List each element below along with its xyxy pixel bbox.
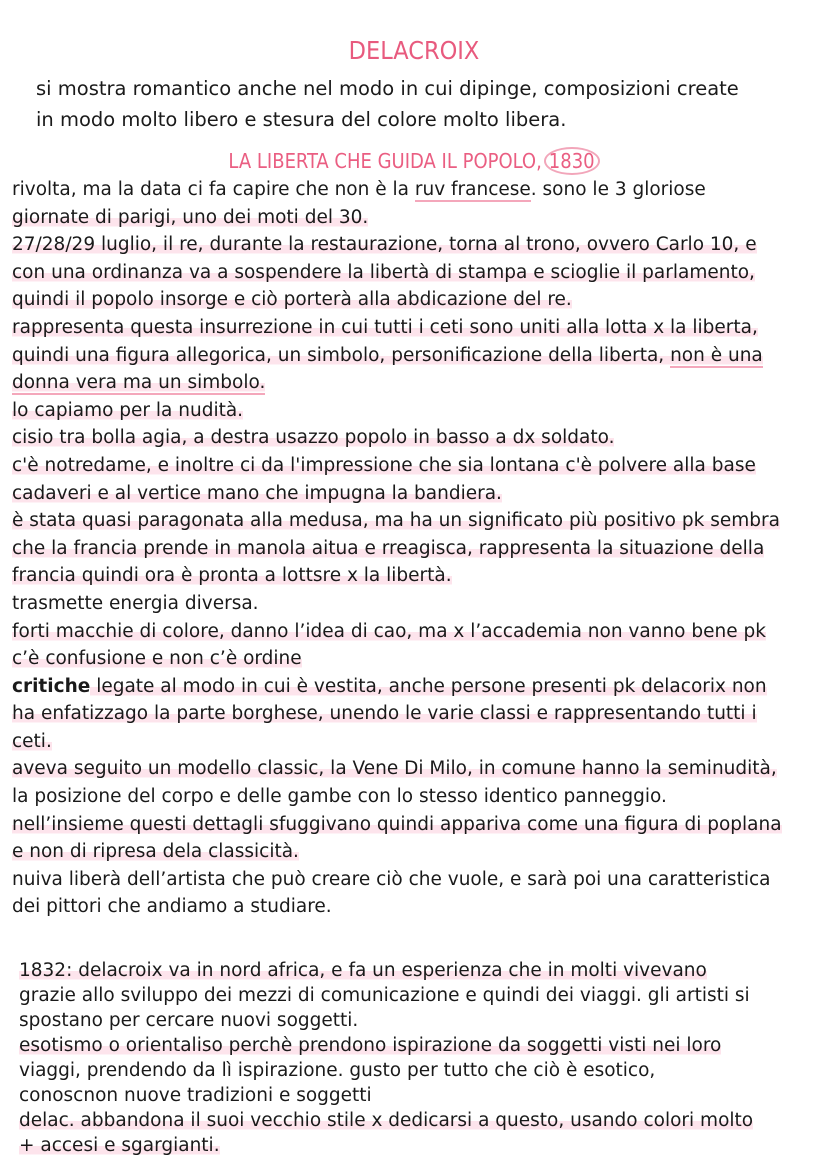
text-fragment: rivolta, ma la data ci fa capire che non è la xyxy=(12,179,415,200)
text-line xyxy=(12,645,826,673)
text-fragment: la posizione del corpo e delle gambe con lo stesso identico panneggio. xyxy=(12,786,667,808)
intro-line: in modo molto libero e stesura del colore molto libera. xyxy=(36,108,567,131)
underlined-text: non è una xyxy=(670,344,763,366)
text-fragment: trasmette energia diversa. xyxy=(12,592,259,614)
text-fragment: conoscnon nuove tradizioni e soggetti xyxy=(19,1085,372,1106)
intro-line: si mostra romantico anche nel modo in cui dipinge, composizioni create xyxy=(36,77,739,100)
notes-body xyxy=(12,176,826,921)
text-line xyxy=(19,983,819,1008)
text-fragment: grazie allo sviluppo dei mezzi di comunicazione e quindi dei viaggi. gli artisti si xyxy=(19,985,750,1006)
circled-year: 1830 xyxy=(544,147,600,175)
highlighted-text: con una ordinanza va a sospendere la libertà di stampa e scioglie il parlamento, xyxy=(12,261,755,283)
highlighted-text: che la francia prende in manola aitua e rreagisca, rappresenta la situazione della xyxy=(12,537,765,559)
text-line xyxy=(12,342,826,370)
bold-keyword: critiche xyxy=(12,675,91,697)
text-line xyxy=(12,204,826,232)
text-line xyxy=(12,231,826,259)
text-line xyxy=(12,314,826,342)
text-fragment: dei pittori che andiamo a studiare. xyxy=(12,896,332,918)
section-title xyxy=(0,147,828,175)
highlighted-text: lo capiamo per la nudità. xyxy=(12,399,244,421)
highlighted-text: e non di ripresa dela classicità. xyxy=(12,841,299,863)
text-line xyxy=(19,1058,819,1083)
text-fragment: nuiva liberà dell’artista che può creare ciò che vuole, e sarà poi una caratteristica xyxy=(12,868,771,890)
section-2-body xyxy=(19,958,819,1158)
text-fragment: spostano per cercare nuovi soggetti. xyxy=(19,1010,359,1031)
highlighted-text: ceti. xyxy=(12,730,52,752)
text-line xyxy=(12,811,826,839)
highlighted-text: cadaveri e al vertice mano che impugna la bandiera. xyxy=(12,482,502,504)
highlighted-text: cisio tra bolla agia, a destra usazzo popolo in basso a dx soldato. xyxy=(12,427,615,449)
text-line xyxy=(12,397,826,425)
underlined-text: donna vera ma un simbolo. xyxy=(12,372,266,394)
highlighted-text: quindi una figura allegorica, un simbolo, personificazione della liberta, xyxy=(12,344,671,366)
highlighted-text: rappresenta questa insurrezione in cui tutti i ceti sono uniti alla lotta x la liberta, xyxy=(12,316,758,338)
text-line xyxy=(12,783,826,811)
highlighted-text: francia quindi ora è pronta a lottsre x la libertà. xyxy=(12,565,452,587)
text-line xyxy=(12,728,826,756)
text-line xyxy=(19,958,819,983)
text-line xyxy=(12,535,826,563)
text-line xyxy=(19,1133,819,1158)
highlighted-text: 1832: delacroix va in nord africa, e fa un esperienza che in molti vivevano xyxy=(19,960,707,981)
highlighted-text: aveva seguito un modello classic, la Vene Di Milo, in comune hanno la seminudità, xyxy=(12,758,777,780)
highlighted-text: quindi il popolo insorge e ciò porterà alla abdicazione del re. xyxy=(12,289,572,311)
text-line xyxy=(19,1083,819,1108)
text-line xyxy=(12,176,826,204)
highlighted-text: legate al modo in cui è vestita, anche persone presenti pk delacorix non xyxy=(90,675,767,697)
text-line xyxy=(12,673,826,701)
text-line xyxy=(12,507,826,535)
text-line xyxy=(12,838,826,866)
text-line xyxy=(12,866,826,894)
highlighted-text: nell’insieme questi dettagli sfuggivano quindi appariva come una figura di poplana xyxy=(12,813,782,835)
text-line xyxy=(12,424,826,452)
intro-paragraph xyxy=(36,73,826,135)
text-line xyxy=(12,259,826,287)
highlighted-text: 27/28/29 luglio, il re, durante la restaurazione, torna al trono, ovvero Carlo 10, e xyxy=(12,234,757,256)
highlighted-text: delac. abbandona il suoi vecchio stile x dedicarsi a questo, usando colori molto xyxy=(19,1110,754,1131)
highlighted-text: ha enfatizzago la parte borghese, unendo le varie classi e rappresentando tutti i xyxy=(12,703,757,725)
text-line xyxy=(12,618,826,646)
highlighted-text: + accesi e sgargianti. xyxy=(19,1135,220,1156)
text-line xyxy=(19,1033,819,1058)
highlighted-text: forti macchie di colore, danno l’idea di cao, ma x l’accademia non vanno bene pk xyxy=(12,620,766,642)
text-line xyxy=(12,369,826,397)
highlighted-text: giornate di parigi, uno dei moti del 30. xyxy=(12,206,369,228)
text-line xyxy=(19,1008,819,1033)
text-line xyxy=(12,480,826,508)
highlighted-text: esotismo o orientaliso perchè prendono ispirazione da soggetti visti nei loro xyxy=(19,1035,722,1056)
text-fragment: viaggi, prendendo da lì ispirazione. gusto per tutto che ciò è esotico, xyxy=(19,1060,656,1081)
text-line xyxy=(19,1108,819,1133)
underlined-text: ruv francese xyxy=(414,179,531,200)
text-fragment: . sono le 3 gloriose xyxy=(530,179,706,200)
text-line xyxy=(12,452,826,480)
highlighted-text: è stata quasi paragonata alla medusa, ma ha un significato più positivo pk sembra xyxy=(12,510,780,532)
text-line xyxy=(12,700,826,728)
text-line xyxy=(12,755,826,783)
highlighted-text: c’è confusione e non c’è ordine xyxy=(12,648,302,670)
text-line xyxy=(12,590,826,618)
text-line xyxy=(12,893,826,921)
section-title-text: LA LIBERTA CHE GUIDA IL POPOLO, xyxy=(228,149,542,173)
page-title: DELACROIX xyxy=(348,36,480,65)
highlighted-text: c'è notredame, e inoltre ci da l'impressione che sia lontana c'è polvere alla base xyxy=(12,454,756,476)
text-line xyxy=(12,562,826,590)
text-line xyxy=(12,286,826,314)
